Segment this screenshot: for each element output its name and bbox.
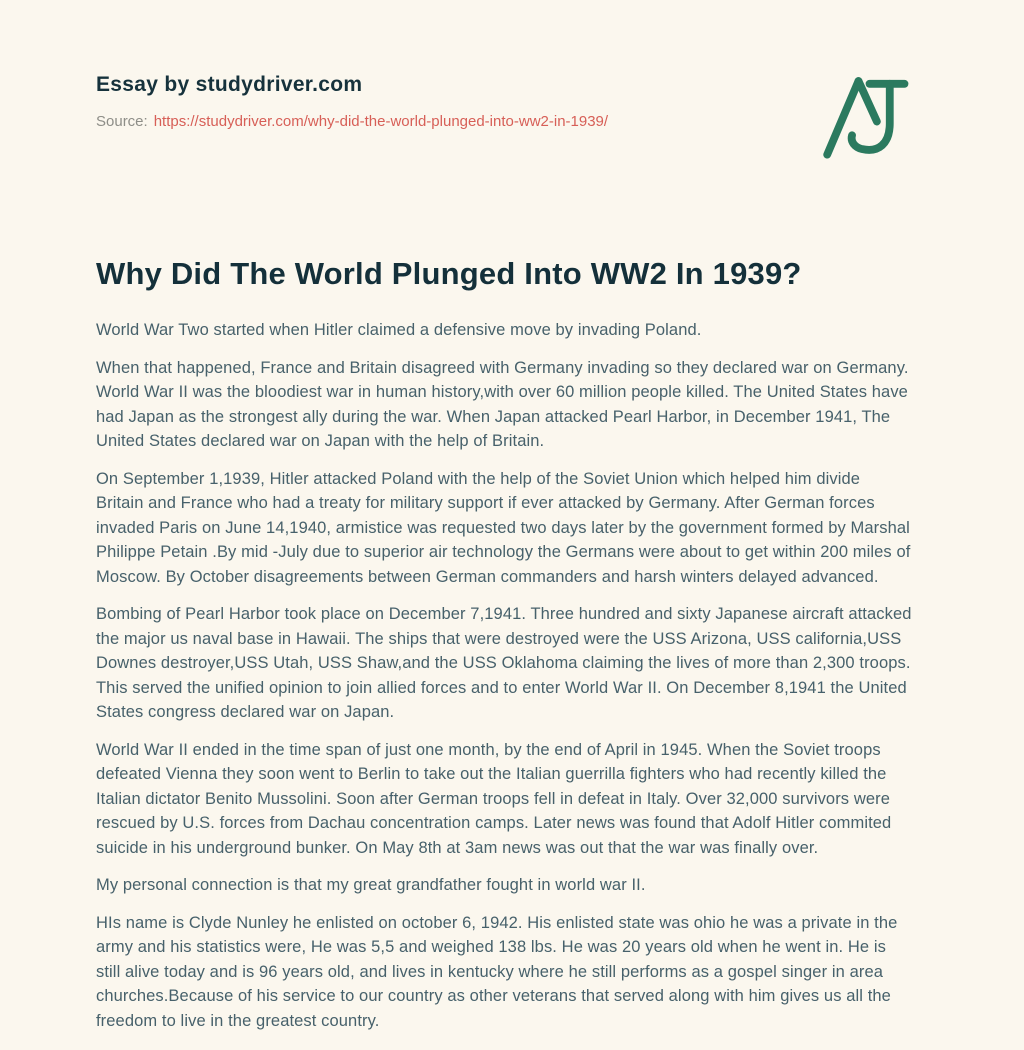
paragraph-5: World War II ended in the time span of just one month, by the end of April in 1945. When the Soviet troops defeated Vienna they soon went to Berlin to take out the Italian guerrilla fighters who had recently killed the Italian dictator Benito Mussolini. Soon after German troops fell in defeat in Italy. Over 32,000 survivors were rescued by U.S. forces from Dachau concentration camps. Later news was found that Adolf Hitler commited suicide in his underground bunker. On May 8th at 3am news was out that the war was finally over.: [96, 740, 892, 857]
paragraph-6: My personal connection is that my great grandfather fought in world war II.: [96, 876, 646, 894]
source-url-link[interactable]: https://studydriver.com/why-did-the-world-plunged-into-ww2-in-1939/: [153, 113, 609, 130]
header-left: [96, 72, 608, 132]
studydriver-logo-icon: [816, 70, 912, 162]
paragraph-2: When that happened, France and Britain disagreed with Germany invading so they declared war on Germany. World War II was the bloodiest war in human history,with over 60 million people killed. The United States have had Japan as the strongest ally during the war. When Japan attacked Pearl Harbor, in December 1941, The United States declared war on Japan with the help of Britain.: [96, 358, 909, 450]
article-body: [96, 318, 912, 1033]
article: [96, 254, 912, 1033]
brand-line: Essay by studydriver.com: [96, 73, 363, 96]
essay-title: Why Did The World Plunged Into WW2 In 1939?: [96, 256, 802, 291]
paragraph-3: On September 1,1939, Hitler attacked Poland with the help of the Soviet Union which helped him divide Britain and France who had a treaty for military support if ever attacked by Germany. After German forces invaded Paris on June 14,1940, armistice was requested two days later by the government formed by Marshal Philippe Petain .By mid -July due to superior air technology the Germans were about to get within 200 miles of Moscow. By October disagreements between German commanders and harsh winters delayed advanced.: [96, 469, 911, 586]
source-line: [96, 112, 608, 132]
paragraph-4: Bombing of Pearl Harbor took place on December 7,1941. Three hundred and sixty Japanese aircraft attacked the major us naval base in Hawaii. The ships that were destroyed were the USS Arizona, USS california,USS Downes destroyer,USS Utah, USS Shaw,and the USS Oklahoma claiming the lives of more than 2,300 troops. This served the unified opinion to join allied forces and to enter World War II. On December 8,1941 the United States congress declared war on Japan.: [96, 605, 912, 721]
paragraph-1: World War Two started when Hitler claimed a defensive move by invading Poland.: [96, 321, 702, 339]
paragraph-7: HIs name is Clyde Nunley he enlisted on october 6, 1942. His enlisted state was ohio he was a private in the army and his statistics were, He was 5,5 and weighed 138 lbs. He was 20 years old when he went in. He is still alive today and is 96 years old, and lives in kentucky where he still performs as a gospel singer in area churches.Because of his service to our country as other veterans that served along with him gives us all the freedom to live in the greatest country.: [96, 913, 898, 1030]
header: [96, 72, 912, 162]
source-label: Source:: [96, 113, 148, 130]
